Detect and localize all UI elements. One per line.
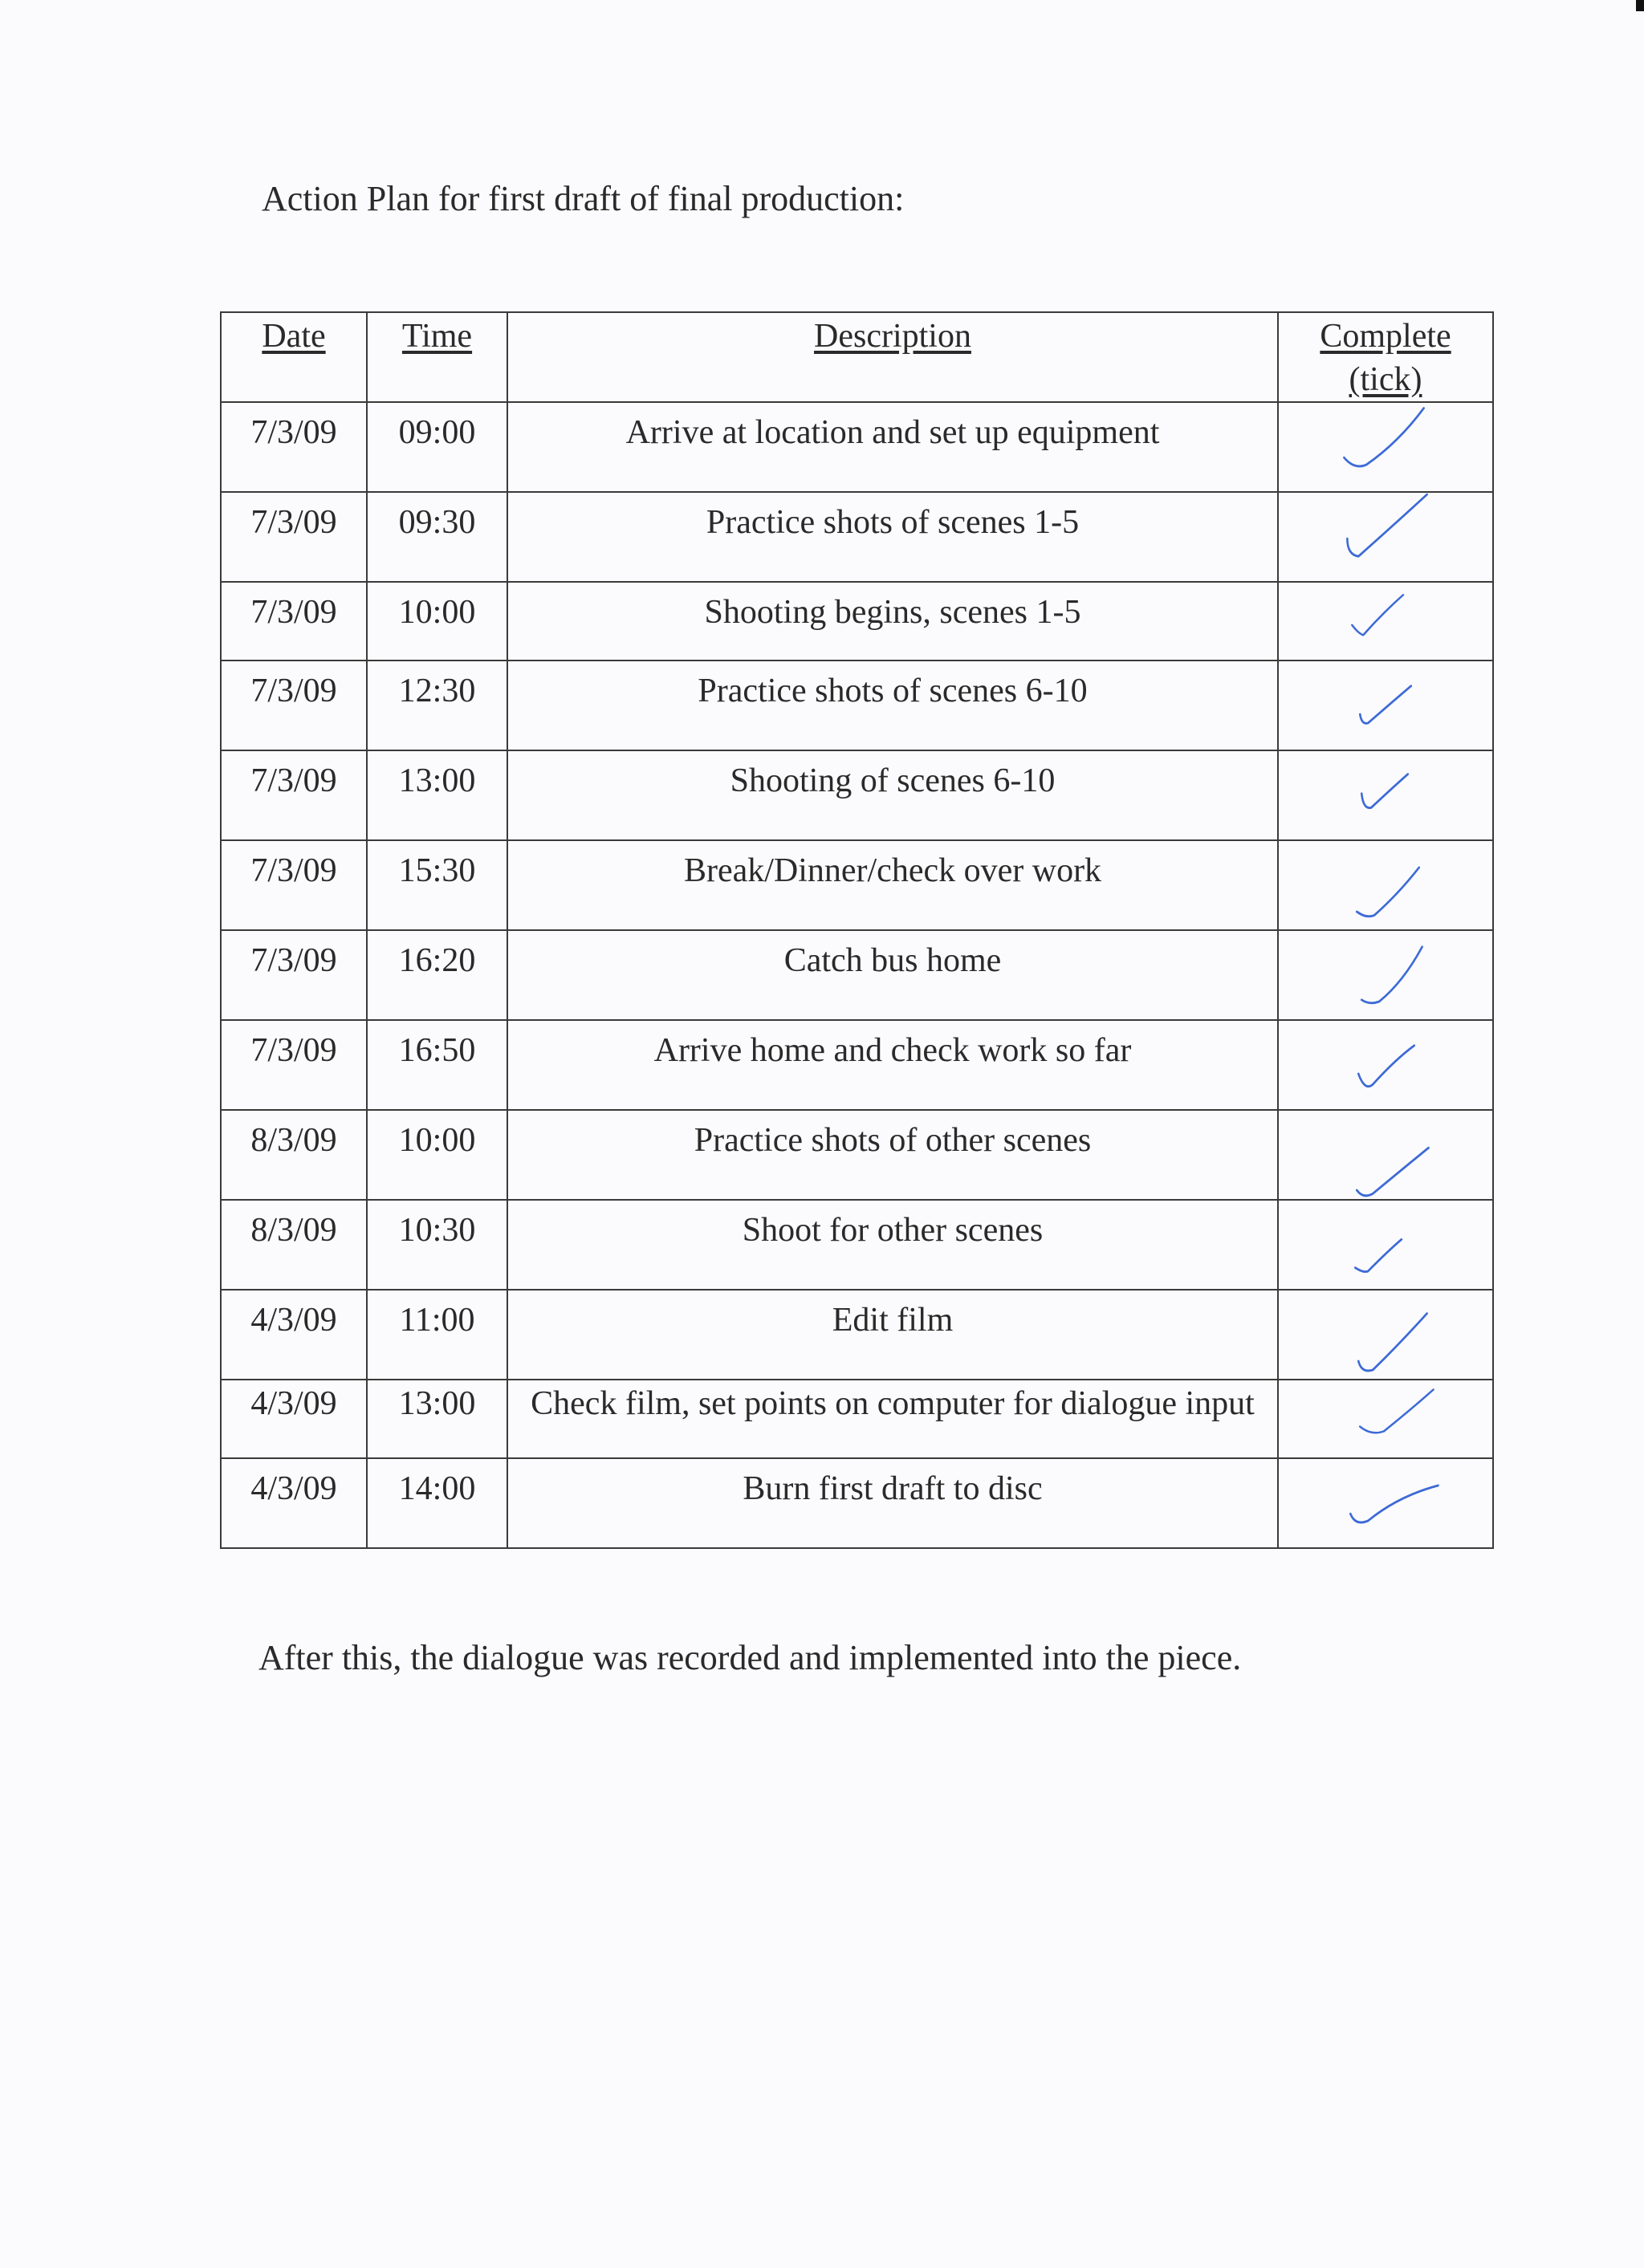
tick-icon bbox=[1279, 751, 1492, 839]
date-cell: 7/3/09 bbox=[221, 930, 367, 1020]
tick-icon bbox=[1279, 661, 1492, 750]
description-cell: Check film, set points on computer for dialogue input bbox=[507, 1380, 1278, 1458]
tick-stroke bbox=[1352, 595, 1403, 635]
description-cell: Shoot for other scenes bbox=[507, 1200, 1278, 1290]
complete-cell bbox=[1278, 582, 1493, 660]
date-cell: 4/3/09 bbox=[221, 1380, 367, 1458]
complete-cell bbox=[1278, 1380, 1493, 1458]
tick-stroke bbox=[1357, 1148, 1428, 1196]
date-cell: 8/3/09 bbox=[221, 1200, 367, 1290]
date-cell: 4/3/09 bbox=[221, 1458, 367, 1548]
time-cell: 13:00 bbox=[367, 750, 507, 840]
tick-icon bbox=[1279, 1290, 1492, 1379]
tick-icon bbox=[1279, 1021, 1492, 1109]
time-cell: 09:00 bbox=[367, 402, 507, 492]
table-row bbox=[221, 750, 1493, 840]
tick-icon bbox=[1279, 583, 1492, 660]
time-cell: 16:20 bbox=[367, 930, 507, 1020]
tick-stroke bbox=[1344, 408, 1423, 466]
header-time: Time bbox=[367, 312, 507, 402]
tick-stroke bbox=[1360, 1390, 1433, 1433]
table-row bbox=[221, 840, 1493, 930]
scan-edge-mark bbox=[1636, 0, 1644, 11]
tick-stroke bbox=[1358, 1046, 1414, 1087]
table-row bbox=[221, 1020, 1493, 1110]
table-row bbox=[221, 402, 1493, 492]
description-cell: Shooting begins, scenes 1-5 bbox=[507, 582, 1278, 660]
date-cell: 7/3/09 bbox=[221, 660, 367, 750]
description-cell: Practice shots of other scenes bbox=[507, 1110, 1278, 1200]
table-row bbox=[221, 1380, 1493, 1458]
date-cell: 7/3/09 bbox=[221, 492, 367, 582]
description-cell: Arrive home and check work so far bbox=[507, 1020, 1278, 1110]
complete-cell bbox=[1278, 1458, 1493, 1548]
table-row bbox=[221, 582, 1493, 660]
complete-cell bbox=[1278, 930, 1493, 1020]
table-row bbox=[221, 492, 1493, 582]
tick-stroke bbox=[1360, 686, 1411, 724]
footer-note: After this, the dialogue was recorded and implemented into the piece. bbox=[258, 1638, 1242, 1677]
tick-stroke bbox=[1350, 1486, 1438, 1522]
complete-cell bbox=[1278, 492, 1493, 582]
table-row bbox=[221, 1458, 1493, 1548]
complete-cell bbox=[1278, 840, 1493, 930]
description-cell: Shooting of scenes 6-10 bbox=[507, 750, 1278, 840]
complete-cell bbox=[1278, 750, 1493, 840]
date-cell: 7/3/09 bbox=[221, 840, 367, 930]
date-cell: 7/3/09 bbox=[221, 1020, 367, 1110]
time-cell: 09:30 bbox=[367, 492, 507, 582]
table-row bbox=[221, 1110, 1493, 1200]
tick-icon bbox=[1279, 1380, 1492, 1457]
complete-cell bbox=[1278, 660, 1493, 750]
tick-icon bbox=[1279, 931, 1492, 1019]
tick-icon bbox=[1279, 403, 1492, 491]
description-cell: Burn first draft to disc bbox=[507, 1458, 1278, 1548]
complete-cell bbox=[1278, 402, 1493, 492]
date-cell: 7/3/09 bbox=[221, 402, 367, 492]
time-cell: 14:00 bbox=[367, 1458, 507, 1548]
tick-stroke bbox=[1347, 494, 1426, 556]
time-cell: 10:30 bbox=[367, 1200, 507, 1290]
complete-cell bbox=[1278, 1020, 1493, 1110]
date-cell: 8/3/09 bbox=[221, 1110, 367, 1200]
complete-cell bbox=[1278, 1290, 1493, 1380]
table-row bbox=[221, 930, 1493, 1020]
tick-stroke bbox=[1358, 1314, 1426, 1371]
date-cell: 7/3/09 bbox=[221, 582, 367, 660]
time-cell: 15:30 bbox=[367, 840, 507, 930]
time-cell: 16:50 bbox=[367, 1020, 507, 1110]
time-cell: 10:00 bbox=[367, 1110, 507, 1200]
tick-icon bbox=[1279, 841, 1492, 929]
tick-stroke bbox=[1355, 1239, 1402, 1271]
complete-cell bbox=[1278, 1110, 1493, 1200]
header-complete: Complete (tick) bbox=[1278, 312, 1493, 402]
page-heading: Action Plan for first draft of final production: bbox=[262, 179, 905, 218]
date-cell: 7/3/09 bbox=[221, 750, 367, 840]
time-cell: 12:30 bbox=[367, 660, 507, 750]
description-cell: Break/Dinner/check over work bbox=[507, 840, 1278, 930]
table-row bbox=[221, 1200, 1493, 1290]
table-header-row bbox=[221, 312, 1493, 402]
tick-icon bbox=[1279, 1201, 1492, 1289]
header-description: Description bbox=[507, 312, 1278, 402]
description-cell: Arrive at location and set up equipment bbox=[507, 402, 1278, 492]
time-cell: 13:00 bbox=[367, 1380, 507, 1458]
tick-stroke bbox=[1361, 774, 1408, 808]
table-row bbox=[221, 660, 1493, 750]
description-cell: Catch bus home bbox=[507, 930, 1278, 1020]
complete-cell bbox=[1278, 1200, 1493, 1290]
description-cell: Edit film bbox=[507, 1290, 1278, 1380]
description-cell: Practice shots of scenes 6-10 bbox=[507, 660, 1278, 750]
tick-stroke bbox=[1357, 868, 1418, 917]
table-row bbox=[221, 1290, 1493, 1380]
description-cell: Practice shots of scenes 1-5 bbox=[507, 492, 1278, 582]
tick-icon bbox=[1279, 1459, 1492, 1547]
header-date: Date bbox=[221, 312, 367, 402]
time-cell: 11:00 bbox=[367, 1290, 507, 1380]
tick-stroke bbox=[1361, 947, 1422, 1003]
tick-icon bbox=[1279, 1111, 1492, 1199]
date-cell: 4/3/09 bbox=[221, 1290, 367, 1380]
tick-icon bbox=[1279, 493, 1492, 581]
time-cell: 10:00 bbox=[367, 582, 507, 660]
action-plan-table bbox=[220, 311, 1494, 1549]
